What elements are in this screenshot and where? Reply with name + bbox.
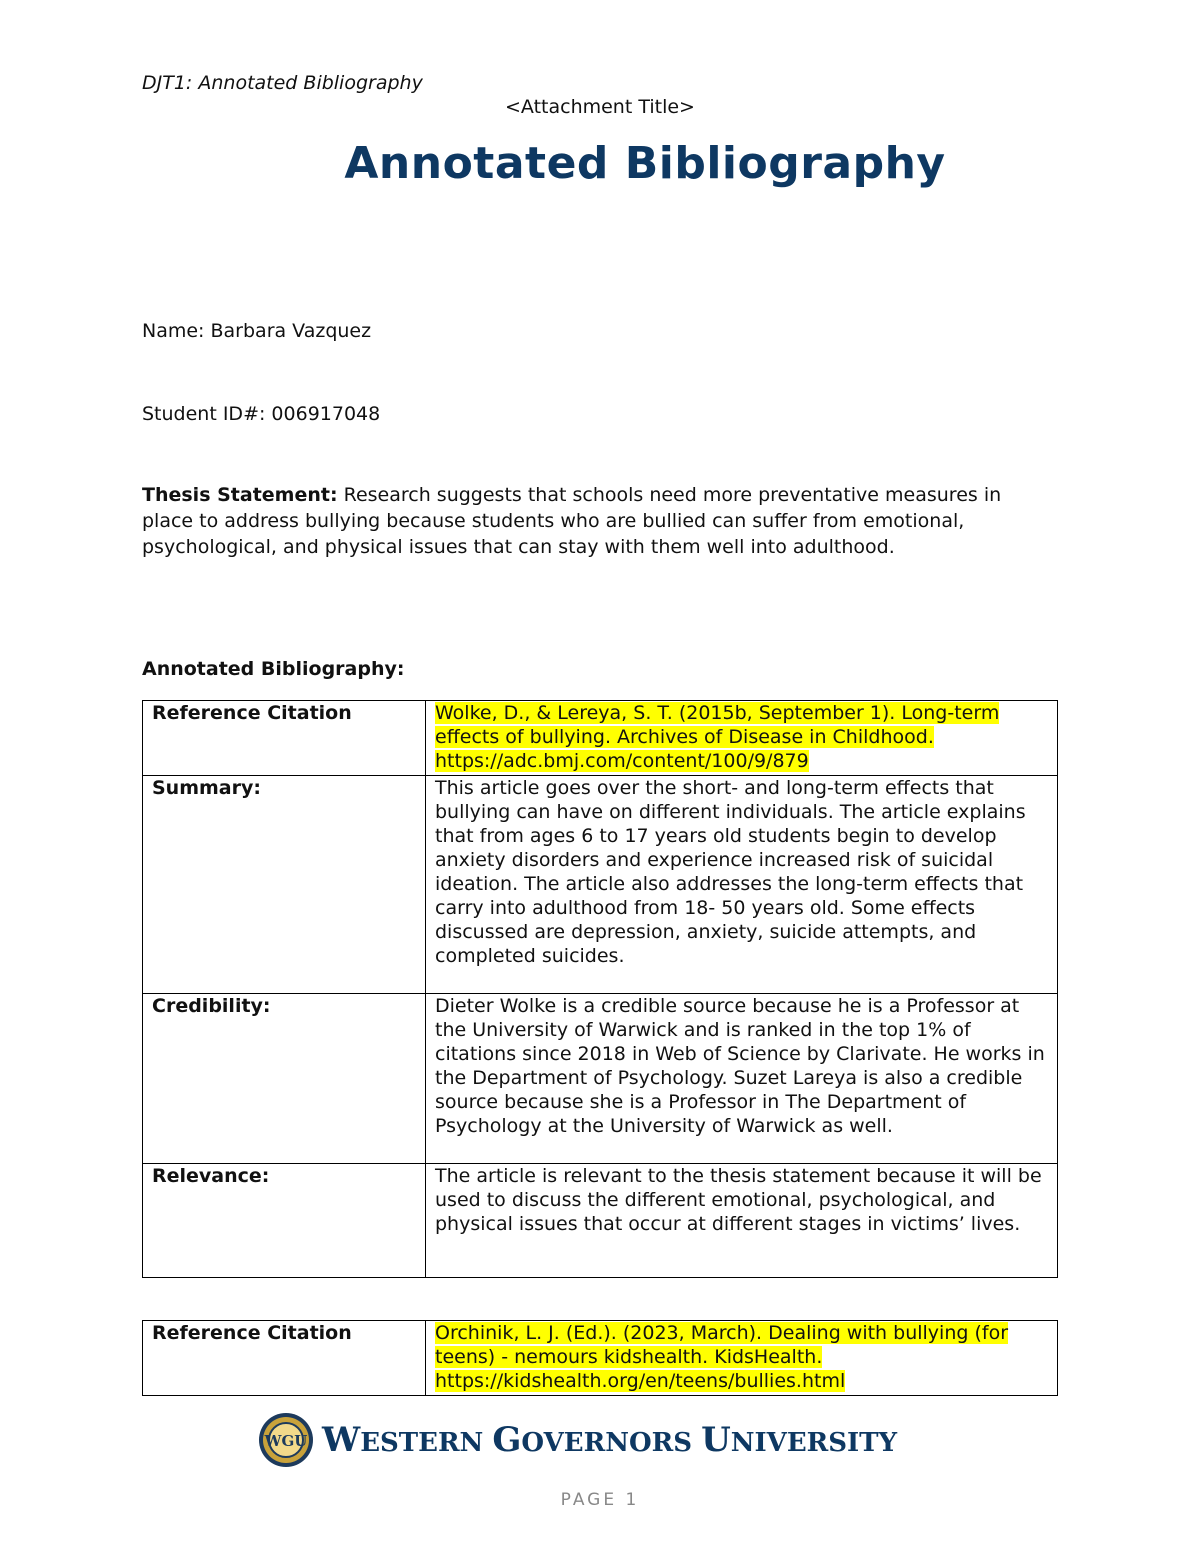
bibliography-entry-1 xyxy=(142,700,1058,1278)
citation-line: teens) - nemours kidshealth. KidsHealth. xyxy=(435,1346,823,1368)
student-id: Student ID#: 006917048 xyxy=(142,403,381,425)
table-row xyxy=(143,701,1058,776)
citation-link[interactable]: https://kidshealth.org/en/teens/bullies.html xyxy=(435,1370,846,1392)
wgu-seal-icon xyxy=(258,1412,314,1472)
row-label: Summary: xyxy=(143,776,426,994)
logo-letter: W xyxy=(322,1420,361,1460)
credibility-cell: Dieter Wolke is a credible source because he is a Professor at the University of Warwick and is ranked in the top 1% of citations since 2018 in Web of Science by Clarivate. He works in the Department of Psychology. Suzet Lareya is also a credible source because she is a Professor in The Department of Psychology at the University of Warwick as well. xyxy=(426,994,1058,1164)
bibliography-entry-2 xyxy=(142,1320,1058,1396)
attachment-title: <Attachment Title> xyxy=(505,96,695,118)
wgu-logo-text xyxy=(322,1420,897,1460)
logo-word: ESTERN xyxy=(360,1428,493,1458)
page-number: PAGE 1 xyxy=(560,1490,640,1510)
citation-cell xyxy=(426,701,1058,776)
table-row xyxy=(143,1321,1058,1396)
row-label: Reference Citation xyxy=(143,701,426,776)
seal-text: WGU xyxy=(264,1432,308,1450)
thesis-text: Research suggests that schools need more preventative measures in place to address bullying because students who are bullied can suffer from emotional, psychological, and physical issues that can stay with them well into adulthood. xyxy=(142,484,1002,558)
table-row xyxy=(143,1164,1058,1278)
thesis-statement xyxy=(142,482,1057,560)
logo-letter: U xyxy=(701,1420,731,1460)
thesis-label: Thesis Statement: xyxy=(142,484,338,506)
summary-cell: This article goes over the short- and long-term effects that bullying can have on different individuals. The article explains that from ages 6 to 17 years old students begin to develop anxiety disorders and experience increased risk of suicidal ideation. The article also addresses the long-term effects that carry into adulthood from 18- 50 years old. Some effects discussed are depression, anxiety, suicide attempts, and completed suicides. xyxy=(426,776,1058,994)
header-note: DJT1: Annotated Bibliography xyxy=(142,72,423,94)
logo-word: NIVERSITY xyxy=(730,1428,898,1458)
page-title: Annotated Bibliography xyxy=(344,138,946,189)
citation-line: effects of bullying. Archives of Disease in Childhood. xyxy=(435,726,934,748)
row-label: Reference Citation xyxy=(143,1321,426,1396)
table-row xyxy=(143,994,1058,1164)
citation-cell xyxy=(426,1321,1058,1396)
student-name: Name: Barbara Vazquez xyxy=(142,320,372,342)
table-row xyxy=(143,776,1058,994)
relevance-cell: The article is relevant to the thesis statement because it will be used to discuss the different emotional, psychological, and physical issues that occur at different stages in victims’ lives. xyxy=(426,1164,1058,1278)
logo-letter: G xyxy=(492,1420,522,1460)
citation-line: Wolke, D., & Lereya, S. T. (2015b, September 1). Long-term xyxy=(435,702,1000,724)
citation-line: Orchinik, L. J. (Ed.). (2023, March). Dealing with bullying (for xyxy=(435,1322,1009,1344)
logo-word: OVERNORS xyxy=(521,1428,702,1458)
citation-link[interactable]: https://adc.bmj.com/content/100/9/879 xyxy=(435,750,809,772)
row-label: Credibility: xyxy=(143,994,426,1164)
row-label: Relevance: xyxy=(143,1164,426,1278)
bibliography-heading: Annotated Bibliography: xyxy=(142,658,405,680)
